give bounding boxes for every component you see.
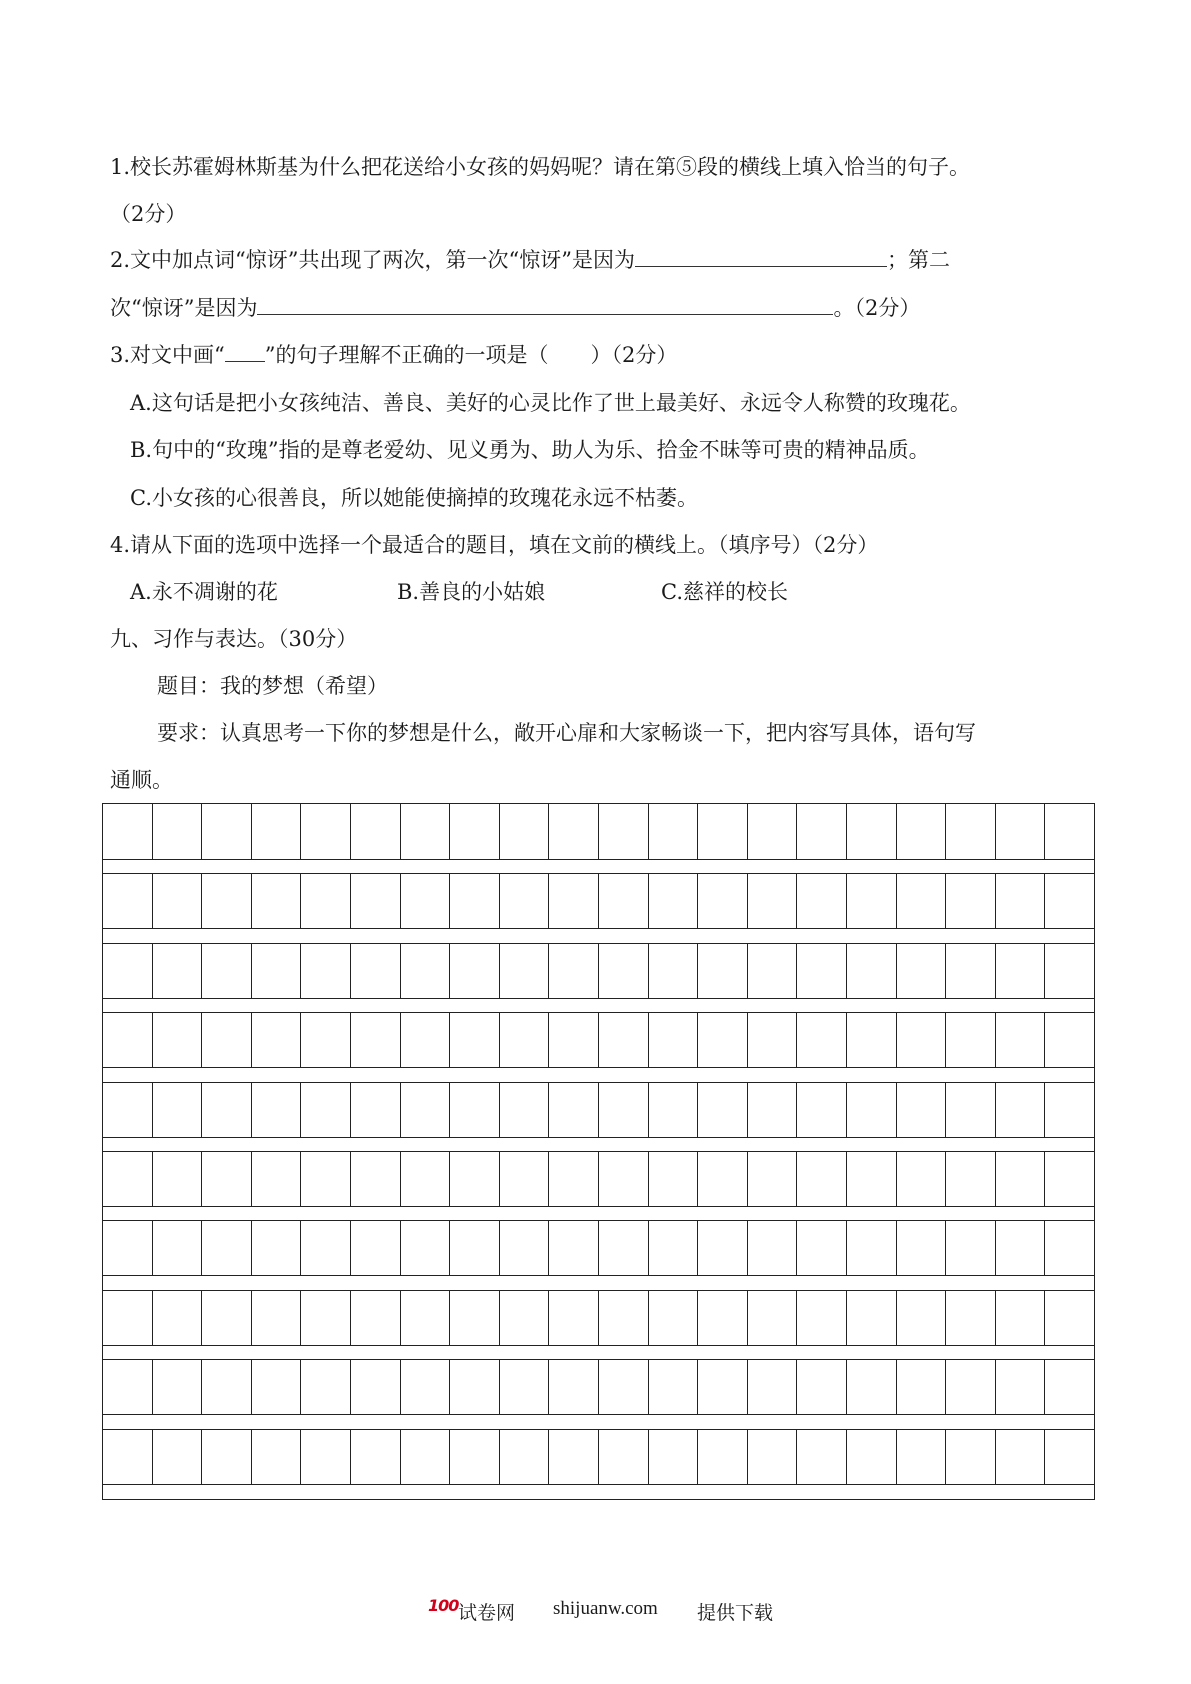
grid-cell[interactable] [996, 1083, 1046, 1137]
grid-cell[interactable] [450, 804, 500, 859]
grid-cell[interactable] [549, 1083, 599, 1137]
composition-heading: 九、习作与表达。（30分） [110, 627, 358, 651]
grid-cell[interactable] [202, 1221, 252, 1275]
grid-cell[interactable] [252, 1221, 302, 1275]
grid-cell[interactable] [1045, 1360, 1094, 1414]
grid-cell[interactable] [897, 874, 947, 928]
grid-cell[interactable] [748, 944, 798, 998]
grid-cell[interactable] [549, 1291, 599, 1345]
grid-cell[interactable] [301, 804, 351, 859]
grid-cell[interactable] [351, 944, 401, 998]
grid-cell[interactable] [698, 1430, 748, 1484]
grid-cell[interactable] [103, 1221, 153, 1275]
question-3-stem [110, 341, 1095, 369]
grid-cell[interactable] [1045, 1430, 1094, 1484]
grid-cell[interactable] [450, 944, 500, 998]
grid-cell[interactable] [946, 1013, 996, 1067]
grid-cell[interactable] [847, 1083, 897, 1137]
page-footer [0, 1598, 1191, 1628]
grid-cell[interactable] [748, 804, 798, 859]
question-2-line-2 [110, 294, 1095, 322]
grid-cell[interactable] [797, 1083, 847, 1137]
grid-cell[interactable] [401, 944, 451, 998]
grid-cell[interactable] [252, 1291, 302, 1345]
grid-cell[interactable] [351, 1013, 401, 1067]
question-3-option-a: A.这句话是把小女孩纯洁、善良、美好的心灵比作了世上最美好、永远令人称赞的玫瑰花。 [130, 391, 971, 415]
grid-cell[interactable] [797, 944, 847, 998]
grid-cell[interactable] [996, 1152, 1046, 1206]
grid-cell[interactable] [252, 1083, 302, 1137]
grid-cell[interactable] [599, 1291, 649, 1345]
grid-cell[interactable] [202, 1152, 252, 1206]
grid-cell[interactable] [897, 1083, 947, 1137]
grid-cell[interactable] [401, 1152, 451, 1206]
grid-cell[interactable] [500, 944, 550, 998]
grid-cell[interactable] [698, 944, 748, 998]
grid-cell[interactable] [649, 1430, 699, 1484]
grid-cell[interactable] [153, 874, 203, 928]
grid-cell[interactable] [301, 1221, 351, 1275]
grid-cell[interactable] [103, 1360, 153, 1414]
grid-row [103, 1429, 1094, 1485]
grid-cell[interactable] [549, 944, 599, 998]
grid-cell[interactable] [153, 1152, 203, 1206]
grid-cell[interactable] [252, 1430, 302, 1484]
grid-cell[interactable] [897, 1221, 947, 1275]
question-2-text-a: 2.文中加点词“惊讶”共出现了两次，第一次“惊讶”是因为 [110, 248, 635, 272]
grid-cell[interactable] [549, 1221, 599, 1275]
grid-cell[interactable] [946, 804, 996, 859]
grid-cell[interactable] [797, 1152, 847, 1206]
grid-cell[interactable] [649, 874, 699, 928]
composition-requirement-line-1: 要求：认真思考一下你的梦想是什么，敞开心扉和大家畅谈一下，把内容写具体，语句写 [157, 721, 976, 745]
question-2-text-c: 次“惊讶”是因为 [110, 296, 258, 320]
grid-cell[interactable] [599, 1221, 649, 1275]
grid-cell[interactable] [301, 1152, 351, 1206]
grid-cell[interactable] [996, 874, 1046, 928]
grid-cell[interactable] [153, 1360, 203, 1414]
grid-cell[interactable] [996, 1430, 1046, 1484]
question-4-option-b: B.善良的小姑娘 [397, 580, 546, 604]
grid-cell[interactable] [103, 1083, 153, 1137]
grid-cell[interactable] [252, 944, 302, 998]
grid-cell[interactable] [401, 804, 451, 859]
grid-cell[interactable] [252, 1013, 302, 1067]
grid-cell[interactable] [103, 1291, 153, 1345]
grid-cell[interactable] [996, 1013, 1046, 1067]
grid-cell[interactable] [153, 1430, 203, 1484]
grid-cell[interactable] [500, 874, 550, 928]
grid-cell[interactable] [549, 804, 599, 859]
grid-cell[interactable] [698, 804, 748, 859]
grid-cell[interactable] [847, 874, 897, 928]
grid-cell[interactable] [103, 1430, 153, 1484]
grid-cell[interactable] [1045, 1291, 1094, 1345]
grid-cell[interactable] [301, 1360, 351, 1414]
grid-cell[interactable] [351, 804, 401, 859]
grid-cell[interactable] [748, 1360, 798, 1414]
grid-cell[interactable] [450, 1083, 500, 1137]
grid-cell[interactable] [698, 1013, 748, 1067]
grid-cell[interactable] [748, 1152, 798, 1206]
grid-cell[interactable] [450, 1360, 500, 1414]
grid-cell[interactable] [351, 1430, 401, 1484]
grid-cell[interactable] [401, 1291, 451, 1345]
grid-row [103, 1220, 1094, 1276]
grid-cell[interactable] [996, 804, 1046, 859]
grid-cell[interactable] [351, 1083, 401, 1137]
grid-cell[interactable] [450, 874, 500, 928]
grid-cell[interactable] [153, 804, 203, 859]
grid-cell[interactable] [1045, 944, 1094, 998]
grid-cell[interactable] [599, 874, 649, 928]
question-2-line-1 [110, 246, 1095, 274]
grid-cell[interactable] [847, 1013, 897, 1067]
grid-cell[interactable] [351, 1152, 401, 1206]
grid-cell[interactable] [401, 1221, 451, 1275]
grid-cell[interactable] [301, 874, 351, 928]
grid-cell[interactable] [847, 1291, 897, 1345]
grid-cell[interactable] [252, 874, 302, 928]
grid-cell[interactable] [698, 1083, 748, 1137]
grid-cell[interactable] [599, 1360, 649, 1414]
question-1-line-1: 1.校长苏霍姆林斯基为什么把花送给小女孩的妈妈呢？请在第⑤段的横线上填入恰当的句子。 [110, 155, 971, 179]
grid-row [103, 873, 1094, 929]
question-4-stem: 4.请从下面的选项中选择一个最适合的题目，填在文前的横线上。（填序号）（2分） [110, 533, 879, 557]
grid-row [103, 1012, 1094, 1068]
question-3-stem-b: ”的句子理解不正确的一项是（ ）（2分） [264, 343, 678, 367]
provide-download: 提供下载 [697, 1602, 774, 1624]
question-3-option-c: C.小女孩的心很善良，所以她能使摘掉的玫瑰花永远不枯萎。 [130, 486, 698, 510]
grid-cell[interactable] [252, 1360, 302, 1414]
grid-row [103, 1359, 1094, 1415]
writing-grid[interactable] [102, 803, 1095, 1500]
grid-cell[interactable] [946, 1152, 996, 1206]
question-4-option-a: A.永不凋谢的花 [130, 580, 278, 604]
site-url[interactable]: shijuanw.com [553, 1598, 658, 1619]
grid-cell[interactable] [301, 1013, 351, 1067]
grid-cell[interactable] [1045, 804, 1094, 859]
grid-cell[interactable] [996, 1221, 1046, 1275]
grid-cell[interactable] [847, 1360, 897, 1414]
grid-cell[interactable] [103, 804, 153, 859]
grid-cell[interactable] [946, 1360, 996, 1414]
grid-cell[interactable] [401, 874, 451, 928]
grid-cell[interactable] [599, 944, 649, 998]
grid-cell[interactable] [450, 1152, 500, 1206]
grid-cell[interactable] [897, 804, 947, 859]
grid-cell[interactable] [797, 1360, 847, 1414]
grid-cell[interactable] [649, 944, 699, 998]
grid-cell[interactable] [996, 1360, 1046, 1414]
grid-cell[interactable] [549, 1360, 599, 1414]
grid-cell[interactable] [748, 874, 798, 928]
grid-cell[interactable] [103, 874, 153, 928]
grid-cell[interactable] [1045, 1083, 1094, 1137]
composition-title: 题目：我的梦想（希望） [157, 674, 388, 698]
grid-cell[interactable] [103, 1013, 153, 1067]
question-2-text-b: ；第二 [886, 248, 950, 272]
grid-cell[interactable] [202, 1360, 252, 1414]
grid-cell[interactable] [996, 1291, 1046, 1345]
grid-cell[interactable] [599, 1013, 649, 1067]
grid-cell[interactable] [401, 1430, 451, 1484]
grid-row [103, 1082, 1094, 1138]
grid-cell[interactable] [649, 1221, 699, 1275]
grid-cell[interactable] [450, 1221, 500, 1275]
grid-cell[interactable] [649, 1152, 699, 1206]
grid-cell[interactable] [996, 944, 1046, 998]
grid-cell[interactable] [301, 1083, 351, 1137]
question-4-option-c: C.慈祥的校长 [661, 580, 788, 604]
grid-cell[interactable] [748, 1083, 798, 1137]
question-1-line-2: （2分） [110, 202, 187, 226]
grid-cell[interactable] [847, 944, 897, 998]
grid-cell[interactable] [847, 1221, 897, 1275]
grid-cell[interactable] [946, 874, 996, 928]
grid-cell[interactable] [301, 1291, 351, 1345]
grid-cell[interactable] [153, 1083, 203, 1137]
grid-cell[interactable] [897, 1360, 947, 1414]
grid-cell[interactable] [549, 1152, 599, 1206]
grid-cell[interactable] [847, 1430, 897, 1484]
grid-cell[interactable] [748, 1013, 798, 1067]
grid-cell[interactable] [946, 1221, 996, 1275]
grid-cell[interactable] [500, 1291, 550, 1345]
grid-cell[interactable] [351, 1360, 401, 1414]
composition-requirement-line-2: 通顺。 [110, 768, 173, 792]
grid-cell[interactable] [500, 1430, 550, 1484]
grid-cell[interactable] [549, 1013, 599, 1067]
grid-cell[interactable] [946, 944, 996, 998]
grid-cell[interactable] [599, 1152, 649, 1206]
grid-cell[interactable] [401, 1360, 451, 1414]
grid-cell[interactable] [301, 944, 351, 998]
grid-cell[interactable] [450, 1291, 500, 1345]
grid-cell[interactable] [698, 1221, 748, 1275]
grid-cell[interactable] [252, 1152, 302, 1206]
grid-cell[interactable] [351, 1221, 401, 1275]
grid-row [103, 804, 1094, 860]
grid-cell[interactable] [202, 804, 252, 859]
grid-cell[interactable] [153, 1013, 203, 1067]
underline-marker [225, 341, 265, 362]
grid-cell[interactable] [549, 1430, 599, 1484]
grid-cell[interactable] [698, 1152, 748, 1206]
grid-cell[interactable] [847, 804, 897, 859]
grid-cell[interactable] [401, 1013, 451, 1067]
grid-cell[interactable] [847, 1152, 897, 1206]
grid-cell[interactable] [1045, 1152, 1094, 1206]
grid-cell[interactable] [946, 1430, 996, 1484]
grid-cell[interactable] [897, 1291, 947, 1345]
question-3-option-b: B.句中的“玫瑰”指的是尊老爱幼、见义勇为、助人为乐、拾金不昧等可贵的精神品质。 [130, 438, 930, 462]
grid-cell[interactable] [797, 1291, 847, 1345]
grid-cell[interactable] [351, 1291, 401, 1345]
grid-cell[interactable] [797, 1013, 847, 1067]
grid-cell[interactable] [351, 874, 401, 928]
grid-cell[interactable] [897, 944, 947, 998]
grid-cell[interactable] [401, 1083, 451, 1137]
grid-cell[interactable] [1045, 874, 1094, 928]
grid-cell[interactable] [748, 1221, 798, 1275]
grid-cell[interactable] [500, 804, 550, 859]
grid-cell[interactable] [252, 804, 302, 859]
grid-cell[interactable] [946, 1083, 996, 1137]
answer-blank-1[interactable] [635, 246, 887, 267]
grid-cell[interactable] [500, 1013, 550, 1067]
grid-cell[interactable] [202, 874, 252, 928]
grid-cell[interactable] [1045, 1221, 1094, 1275]
grid-cell[interactable] [897, 1013, 947, 1067]
grid-cell[interactable] [698, 1360, 748, 1414]
site-name: 试卷网 [458, 1602, 516, 1624]
grid-cell[interactable] [103, 1152, 153, 1206]
grid-cell[interactable] [301, 1430, 351, 1484]
grid-cell[interactable] [698, 874, 748, 928]
grid-row [103, 1151, 1094, 1207]
grid-cell[interactable] [946, 1291, 996, 1345]
grid-cell[interactable] [599, 1430, 649, 1484]
grid-cell[interactable] [649, 1013, 699, 1067]
grid-cell[interactable] [748, 1291, 798, 1345]
grid-cell[interactable] [649, 804, 699, 859]
grid-cell[interactable] [153, 944, 203, 998]
grid-cell[interactable] [549, 874, 599, 928]
question-3-stem-a: 3.对文中画“ [110, 343, 225, 367]
grid-cell[interactable] [500, 1083, 550, 1137]
grid-cell[interactable] [202, 1291, 252, 1345]
grid-cell[interactable] [599, 1083, 649, 1137]
grid-cell[interactable] [500, 1360, 550, 1414]
grid-cell[interactable] [500, 1221, 550, 1275]
grid-cell[interactable] [202, 944, 252, 998]
site-logo: 100 [428, 1596, 459, 1615]
grid-cell[interactable] [649, 1083, 699, 1137]
grid-cell[interactable] [450, 1013, 500, 1067]
grid-cell[interactable] [797, 804, 847, 859]
question-2-text-d: 。（2分） [833, 296, 921, 320]
grid-row [103, 943, 1094, 999]
grid-cell[interactable] [103, 944, 153, 998]
grid-cell[interactable] [202, 1013, 252, 1067]
grid-cell[interactable] [698, 1291, 748, 1345]
grid-cell[interactable] [1045, 1013, 1094, 1067]
grid-cell[interactable] [202, 1430, 252, 1484]
grid-cell[interactable] [797, 1430, 847, 1484]
grid-cell[interactable] [450, 1430, 500, 1484]
grid-cell[interactable] [897, 1430, 947, 1484]
grid-cell[interactable] [897, 1152, 947, 1206]
grid-cell[interactable] [599, 804, 649, 859]
answer-blank-2[interactable] [257, 294, 833, 315]
grid-cell[interactable] [797, 1221, 847, 1275]
grid-cell[interactable] [153, 1221, 203, 1275]
grid-cell[interactable] [649, 1291, 699, 1345]
grid-cell[interactable] [202, 1083, 252, 1137]
grid-cell[interactable] [500, 1152, 550, 1206]
grid-cell[interactable] [153, 1291, 203, 1345]
grid-cell[interactable] [748, 1430, 798, 1484]
grid-row [103, 1290, 1094, 1346]
grid-cell[interactable] [797, 874, 847, 928]
grid-cell[interactable] [649, 1360, 699, 1414]
